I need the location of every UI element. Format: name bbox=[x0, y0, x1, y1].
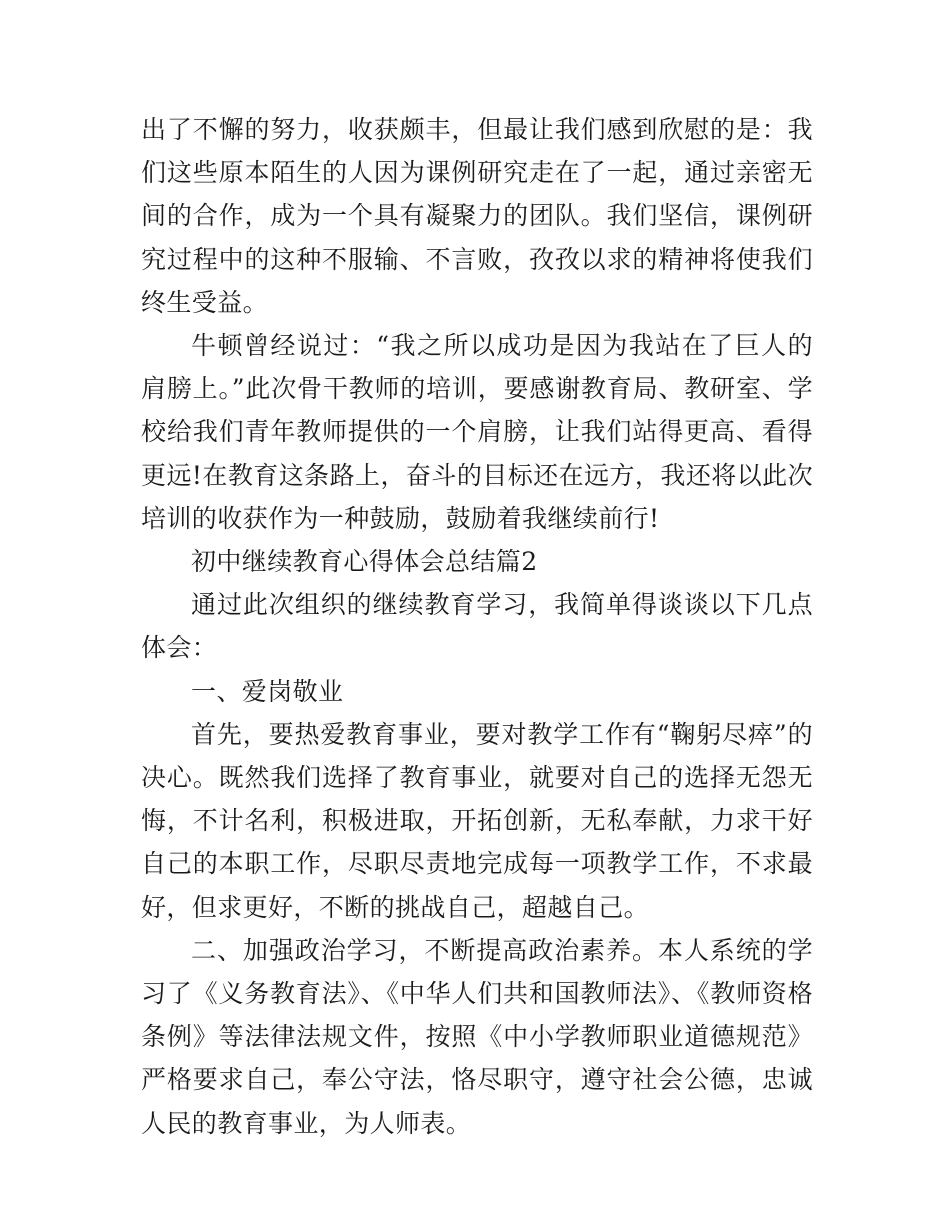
section-heading: 初中继续教育心得体会总结篇2 bbox=[191, 547, 538, 577]
paragraph-political-study: 二、加强政治学习，不断提高政治素养。本人系统的学习了《义务教育法》、《中华人们共和国教师法》、《教师资格条例》等法律法规文件，按照《中小学教师职业道德规范》严格要求自己，奉公守法，恪尽职守，遵守社会公德，忠诚人民的教育事业，为人师表。 bbox=[141, 935, 813, 1138]
paragraph-intro: 通过此次组织的继续教育学习，我简单得谈谈以下几点体会： bbox=[141, 590, 813, 663]
subheading-dedication: 一、爱岗敬业 bbox=[191, 676, 344, 706]
document-page bbox=[141, 108, 813, 1145]
paragraph-continuation: 出了不懈的努力，收获颇丰，但最让我们感到欣慰的是：我们这些原本陌生的人因为课例研究走在了一起，通过亲密无间的合作，成为一个具有凝聚力的团队。我们坚信，课例研究过程中的这种不服输、不言败，孜孜以求的精神将使我们终生受益。 bbox=[141, 115, 813, 317]
paragraph-dedication: 首先，要热爱教育事业，要对教学工作有“鞠躬尽瘁”的决心。既然我们选择了教育事业，就要对自己的选择无怨无悔，不计名利，积极进取，开拓创新，无私奉献，力求干好自己的本职工作，尽职尽责地完成每一项教学工作，不求最好，但求更好，不断的挑战自己，超越自己。 bbox=[141, 719, 813, 922]
paragraph-newton-quote: 牛顿曾经说过：“我之所以成功是因为我站在了巨人的肩膀上。”此次骨干教师的培训，要感谢教育局、教研室、学校给我们青年教师提供的一个肩膀，让我们站得更高、看得更远!在教育这条路上，奋斗的目标还在远方，我还将以此次培训的收获作为一种鼓励，鼓励着我继续前行! bbox=[141, 331, 813, 533]
